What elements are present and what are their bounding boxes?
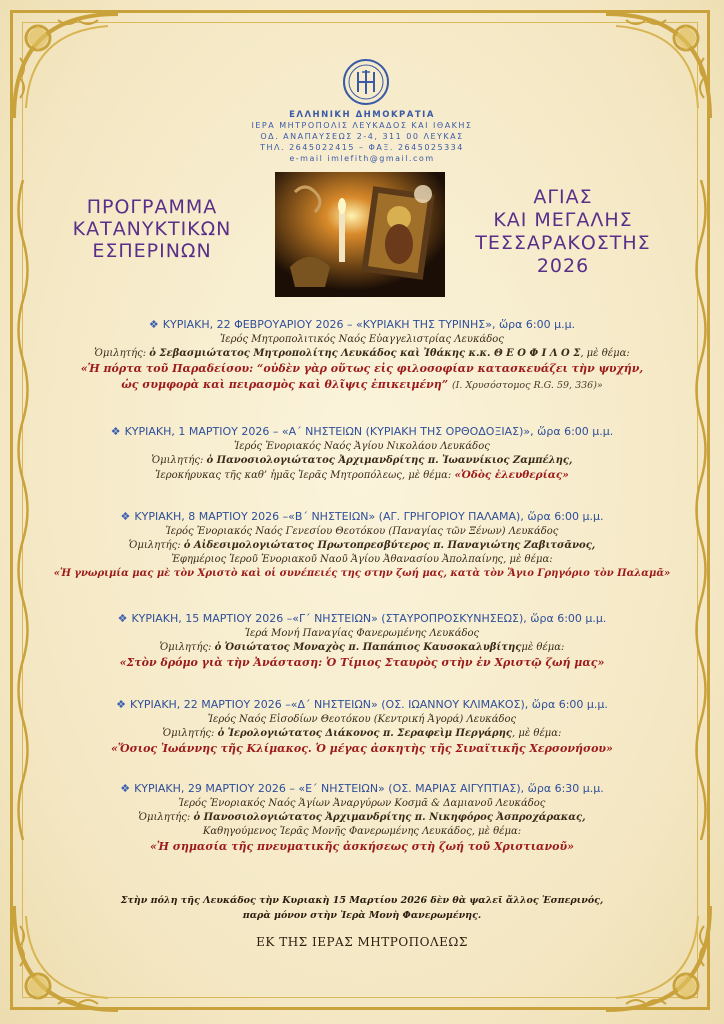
event-3: ❖ ΚΥΡΙΑΚΗ, 8 ΜΑΡΤΙΟΥ 2026 –«Β΄ ΝΗΣΤΕΙΩΝ» (ΑΓ. ΓΡΗΓΟΡΙΟΥ ΠΑΛΑΜΑ), ὥρα 6:00 μ.μ. Ἱερός Ἐνοριακός Ναός Γενεσίου Θεοτόκου (Παναγίας τῶν Ξένων) Λευκάδος Ὁμιλητής: ὁ Αἰδεσιμολογιώτατος Πρωτοπρεσβύτερος π. Παναγιώτης Ζαβιτσᾶνος, Ἐφημέριος Ἱεροῦ Ἐνοριακοῦ Ναοῦ Ἁγίου Ἀθανασίου Ἀπολπαίνης, μὲ θέμα: «Ἡ γνωριμία μας μὲ τὸν Χριστὸ καὶ οἱ συνέπειές της στην ζωή μας, κατὰ τὸν Ἅγιο Γρηγόριο τὸν Παλαμᾶ» (53, 510, 671, 579)
footer-signature: ΕΚ ΤΗΣ ΙΕΡΑΣ ΜΗΤΡΟΠΟΛΕΩΣ (256, 935, 468, 949)
metropolis-seal-icon (342, 58, 390, 106)
header-email: e-mail imlefith@gmail.com (289, 154, 435, 163)
header-state: ΕΛΛΗΝΙΚΗ ΔΗΜΟΚΡΑΤΙΑ (289, 110, 435, 120)
header-address: ΟΔ. ΑΝΑΠΑΥΣΕΩΣ 2-4, 311 00 ΛΕΥΚΑΣ (260, 132, 464, 141)
bullet-diamond-icon: ❖ (117, 612, 128, 625)
bullet-diamond-icon: ❖ (110, 425, 121, 438)
event-2: ❖ ΚΥΡΙΑΚΗ, 1 ΜΑΡΤΙΟΥ 2026 – «Α΄ ΝΗΣΤΕΙΩΝ (ΚΥΡΙΑΚΗ ΤΗΣ ΟΡΘΟΔΟΞΙΑΣ)», ὥρα 6:00 μ.μ. Ἱερός Ἐνοριακός Ναός Ἁγίου Νικολάου Λευκάδος Ὁμιλητής: ὁ Πανοσιολογιώτατος Ἀρχιμανδρίτης π. Ἰωαννίκιος Ζαμπέλης, Ἱεροκήρυκας τῆς καθ’ ἡμᾶς Ἱερᾶς Μητροπόλεως, μὲ θέμα: «Ὁδὸς ἐλευθερίας» (110, 425, 614, 481)
bullet-diamond-icon: ❖ (120, 782, 131, 795)
note: Στὴν πόλη τῆς Λευκάδος τὴν Κυριακὴ 15 Μαρτίου 2026 δὲν θὰ ψαλεῖ ἄλλος Ἑσπερινός, παρὰ μόνον στὴν Ἱερὰ Μονὴ Φανερωμένης. (120, 895, 604, 921)
bullet-diamond-icon: ❖ (120, 510, 131, 523)
icon-candle-photo (275, 172, 445, 297)
bullet-diamond-icon: ❖ (116, 698, 126, 711)
event-4: ❖ ΚΥΡΙΑΚΗ, 15 ΜΑΡΤΙΟΥ 2026 –«Γ΄ ΝΗΣΤΕΙΩΝ» (ΣΤΑΥΡΟΠΡΟΣΚΥΝΗΣΕΩΣ), ὥρα 6:00 μ.μ. Ἱερά Μονή Παναγίας Φανερωμένης Λευκάδος Ὁμιλητής: ὁ Ὁσιώτατος Μοναχὸς π. Παπάπιος Καυσοκαλυβίτηςμὲ θέμα: «Στὸν δρόμο γιὰ τὴν Ἀνάσταση: Ὁ Τίμιος Σταυρὸς στὴν ἐν Χριστῷ ζωή μας» (117, 612, 607, 669)
lent-title: ΑΓΙΑΣ ΚΑΙ ΜΕΓΑΛΗΣ ΤΕΣΣΑΡΑΚΟΣΤΗΣ 2026 (475, 186, 651, 277)
bullet-diamond-icon: ❖ (148, 318, 159, 331)
event-6: ❖ ΚΥΡΙΑΚΗ, 29 ΜΑΡΤΙΟΥ 2026 – «Ε΄ ΝΗΣΤΕΙΩΝ» (ΟΣ. ΜΑΡΙΑΣ ΑΙΓΥΠΤΙΑΣ), ὥρα 6:30 μ.μ. Ἱερός Ἐνοριακός Ναός Ἁγίων Ἀναργύρων Κοσμᾶ & Δαμιανοῦ Λευκάδος Ὁμιλητής: ὁ Πανοσιολογιώτατος Ἀρχιμανδρίτης π. Νικηφόρος Ἀσπροχάρακας, Καθηγούμενος Ἱερᾶς Μονῆς Φανερωμένης Λευκάδος, μὲ θέμα: «Ἡ σημασία τῆς πνευματικῆς ἀσκήσεως στὴ ζωή τοῦ Χριστιανοῦ» (120, 782, 604, 853)
event-1: ❖ ΚΥΡΙΑΚΗ, 22 ΦΕΒΡΟΥΑΡΙΟΥ 2026 – «ΚΥΡΙΑΚΗ ΤΗΣ ΤΥΡΙΝΗΣ», ὥρα 6:00 μ.μ. Ἱερός Μητροπολιτικός Ναός Εὐαγγελιστρίας Λευκάδος Ὁμιλητής: ὁ Σεβασμιώτατος Μητροπολίτης Λευκάδος καὶ Ἰθάκης κ.κ. Θ Ε Ο Φ Ι Λ Ο Σ, μὲ θέμα: «Ἡ πόρτα τοῦ Παραδείσου: “οὐδὲν γὰρ οὕτως εἰς φιλοσοφίαν κατασκευάζει τὴν ψυχήν, ὡς συμφορὰ καὶ πειρασμὸς καὶ θλῖψις ἐπικειμένη” (Ι. Χρυσόστομος R.G. 59, 336)» (80, 318, 644, 391)
program-title: ΠΡΟΓΡΑΜΜΑ ΚΑΤΑΝΥΚΤΙΚΩΝ ΕΣΠΕΡΙΝΩΝ (72, 196, 232, 262)
header-phone: ΤΗΛ. 2645022415 – ΦΑΞ. 2645025334 (260, 143, 464, 152)
header-metropolis: ΙΕΡΑ ΜΗΤΡΟΠΟΛΙΣ ΛΕΥΚΑΔΟΣ ΚΑΙ ΙΘΑΚΗΣ (251, 121, 473, 130)
event-5: ❖ ΚΥΡΙΑΚΗ, 22 ΜΑΡΤΙΟΥ 2026 –«Δ΄ ΝΗΣΤΕΙΩΝ» (ΟΣ. ΙΩΑΝΝΟΥ ΚΛΙΜΑΚΟΣ), ὥρα 6:00 μ.μ. Ἱερός Ναός Εἰσοδίων Θεοτόκου (Κεντρική Ἀγορά) Λευκάδος Ὁμιλητής: ὁ Ἱερολογιώτατος Διάκονος π. Σεραφεὶμ Περγάρης, μὲ θέμα: «Ὅσιος Ἰωάννης τῆς Κλίμακος. Ὁ μέγας ἀσκητὴς τῆς Σιναϊτικῆς Χερσονήσου» (111, 698, 613, 755)
